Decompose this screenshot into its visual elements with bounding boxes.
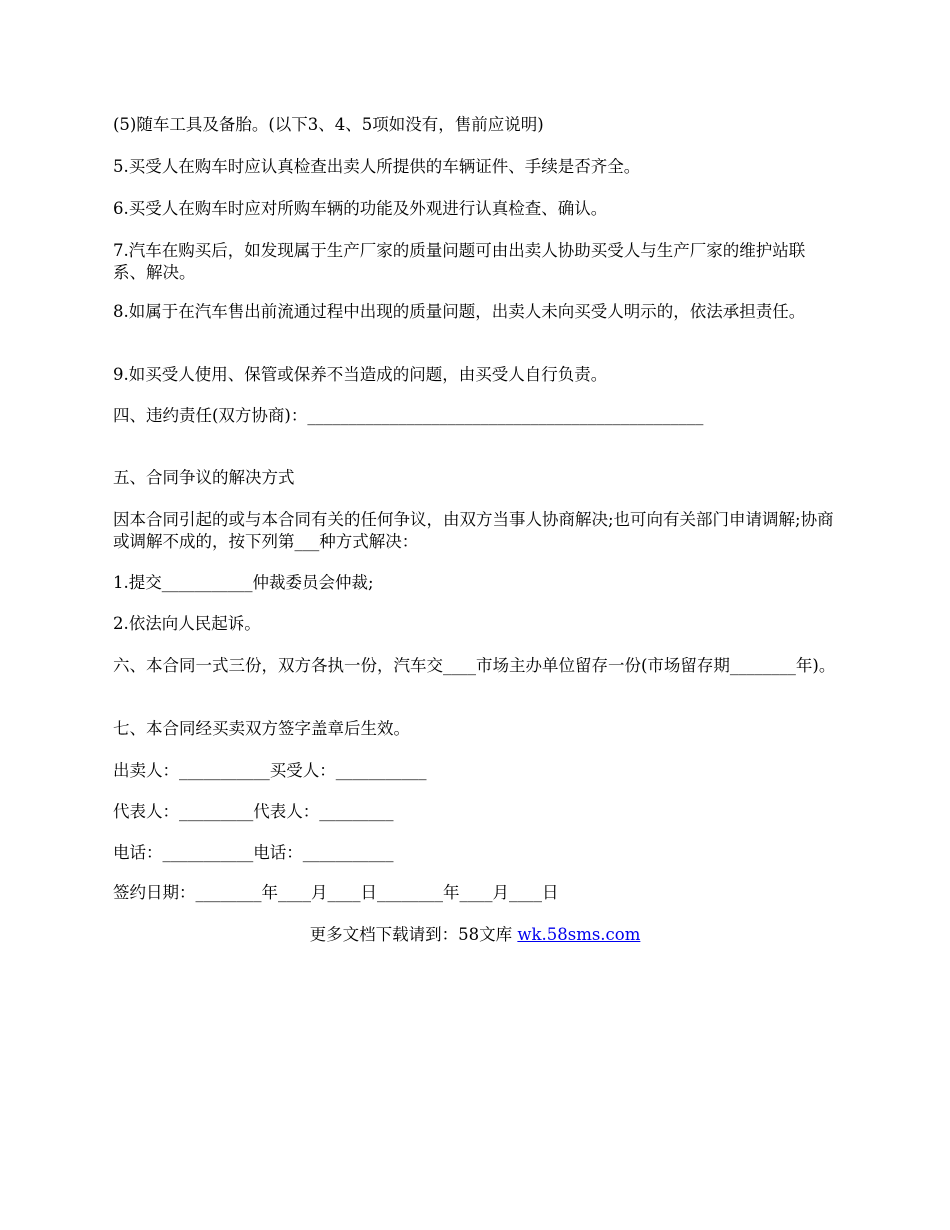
signature-line-phones: 电话：___________电话：___________ bbox=[113, 843, 394, 862]
paragraph-spare-tire: (5)随车工具及备胎。(以下3、4、5项如没有，售前应说明) bbox=[113, 115, 544, 134]
signature-line-parties: 出卖人：___________买受人：___________ bbox=[113, 761, 427, 780]
section-heading-effective: 七、本合同经买卖双方签字盖章后生效。 bbox=[113, 719, 410, 738]
paragraph-clause-8: 8.如属于在汽车售出前流通过程中出现的质量问题，出卖人未向买受人明示的，依法承担责任。 bbox=[113, 302, 806, 321]
paragraph-clause-9: 9.如买受人使用、保管或保养不当造成的问题，由买受人自行负责。 bbox=[113, 365, 608, 384]
paragraph-clause-5: 5.买受人在购车时应认真检查出卖人所提供的车辆证件、手续是否齐全。 bbox=[113, 157, 641, 176]
paragraph-lawsuit: 2.依法向人民起诉。 bbox=[113, 614, 261, 633]
signature-line-representatives: 代表人：_________代表人：_________ bbox=[113, 802, 394, 821]
paragraph-clause-7: 7.汽车在购买后，如发现属于生产厂家的质量问题可由出卖人协助买受人与生产厂家的维护站联系、解决。 bbox=[113, 241, 806, 282]
paragraph-arbitration: 1.提交___________仲裁委员会仲裁; bbox=[113, 573, 374, 592]
section-heading-dispute: 五、合同争议的解决方式 bbox=[113, 468, 295, 487]
section-heading-liability: 四、违约责任(双方协商)：________________________________________________ bbox=[113, 406, 704, 425]
footer-link[interactable]: wk.58sms.com bbox=[517, 925, 641, 944]
section-heading-copies: 六、本合同一式三份，双方各执一份，汽车交____市场主办单位留存一份(市场留存期________年)。 bbox=[113, 656, 836, 675]
footer bbox=[113, 924, 837, 946]
paragraph-dispute-resolution: 因本合同引起的或与本合同有关的任何争议，由双方当事人协商解决;也可向有关部门申请调解;协商或调解不成的，按下列第___种方式解决： bbox=[113, 510, 834, 551]
footer-prefix: 更多文档下载请到：58文库 bbox=[309, 925, 518, 944]
signature-line-date: 签约日期：________年____月____日________年____月____日 bbox=[113, 883, 559, 902]
paragraph-clause-6: 6.买受人在购车时应对所购车辆的功能及外观进行认真检查、确认。 bbox=[113, 199, 608, 218]
